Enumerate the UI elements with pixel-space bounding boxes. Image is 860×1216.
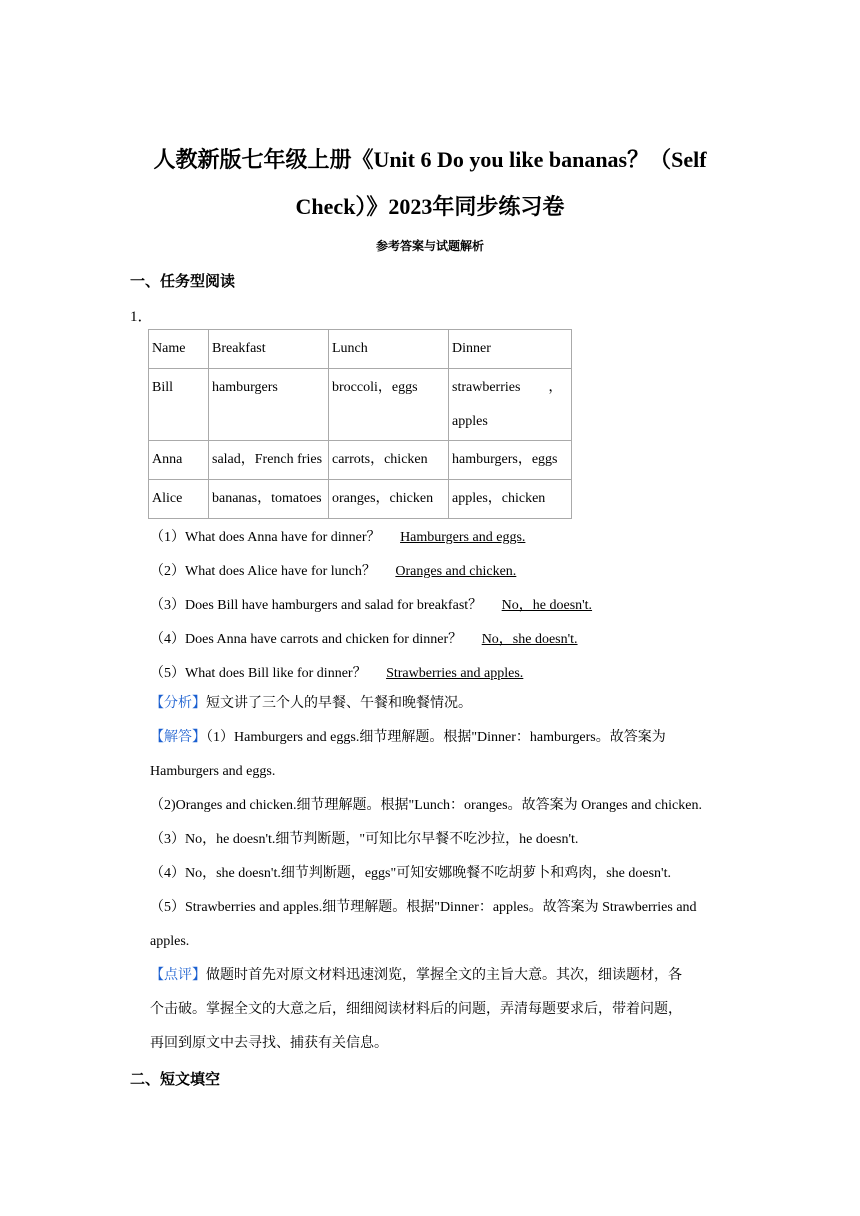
comment-line: 个击破。掌握全文的大意之后，细细阅读材料后的问题，弄清每题要求后，带着问题， [150, 1002, 682, 1017]
table-cell: carrots，chicken [329, 441, 449, 480]
table-header-cell: Dinner [449, 330, 572, 369]
table-cell: broccoli，eggs [329, 369, 449, 441]
table-cell [449, 369, 572, 441]
table-cell-text: apples [452, 414, 488, 429]
comment-text: 做题时首先对原文材料迅速浏览，掌握全文的主旨大意。其次，细读题材，各 [206, 968, 682, 983]
table-header-cell: Name [149, 330, 209, 369]
solution-block [150, 721, 740, 959]
question-item [150, 628, 594, 648]
solution-line: （2)Oranges and chicken.细节理解题。根据"Lunch：oranges。故答案为 Oranges and chicken. [150, 798, 702, 813]
meal-table [148, 329, 572, 519]
table-cell: oranges，chicken [329, 480, 449, 519]
question-text: （5）What does Bill like for dinner？ [150, 666, 367, 681]
table-header-cell: Breakfast [209, 330, 329, 369]
table-cell: hamburgers [209, 369, 329, 441]
question-text: （2）What does Alice have for lunch？ [150, 564, 376, 579]
table-cell: bananas，tomatoes [209, 480, 329, 519]
answer-text: Hamburgers and eggs. [400, 530, 526, 545]
table-cell: apples，chicken [449, 480, 572, 519]
page-title-line1: 人教新版七年级上册《Unit 6 Do you like bananas？（Self [153, 147, 707, 172]
answer-text: Oranges and chicken. [395, 564, 517, 579]
analysis-text: 短文讲了三个人的早餐、午餐和晚餐情况。 [206, 696, 472, 711]
answer-text: No，she doesn't. [481, 632, 578, 647]
solution-line: （3）No，he doesn't.细节判断题，"可知比尔早餐不吃沙拉，he doesn't. [150, 832, 579, 847]
section-heading-task-reading: 一、任务型阅读 [130, 272, 236, 290]
solution-line: Hamburgers and eggs. [150, 764, 276, 779]
question-item [150, 526, 541, 546]
question-item [150, 560, 532, 580]
answer-text: No，he doesn't. [501, 598, 593, 613]
question-text: （3）Does Bill have hamburgers and salad for breakfast？ [150, 598, 483, 613]
question-text: （1）What does Anna have for dinner？ [150, 530, 381, 545]
question-text: （4）Does Anna have carrots and chicken for dinner？ [150, 632, 463, 647]
table-cell: Alice [149, 480, 209, 519]
solution-line: （5）Strawberries and apples.细节理解题。根据"Dinner：apples。故答案为 Strawberries and [150, 900, 697, 915]
comment-line: 再回到原文中去寻找、捕获有关信息。 [150, 1036, 388, 1051]
table-cell: Bill [149, 369, 209, 441]
question-item [150, 662, 539, 682]
analysis-block [150, 687, 740, 721]
question-item [150, 594, 608, 614]
table-cell: salad，French fries [209, 441, 329, 480]
table-cell-text: strawberries ， [452, 380, 563, 395]
comment-block [150, 959, 740, 1061]
page-subtitle: 参考答案与试题解析 [375, 239, 484, 253]
solution-line [150, 721, 740, 755]
table-cell: Anna [149, 441, 209, 480]
answer-text: Strawberries and apples. [386, 666, 524, 681]
table-header-row [149, 330, 572, 369]
question-number: 1． [130, 309, 153, 325]
page-title-line2: Check）》2023年同步练习卷 [295, 194, 565, 219]
analysis-tag: 【分析】 [150, 696, 206, 711]
table-cell: hamburgers，eggs [449, 441, 572, 480]
solution-line: （4）No，she doesn't.细节判断题，eggs"可知安娜晚餐不吃胡萝卜和鸡肉，she doesn't. [150, 866, 671, 881]
comment-line [150, 959, 740, 993]
comment-tag: 【点评】 [150, 968, 206, 983]
solution-text: （1）Hamburgers and eggs.细节理解题。根据"Dinner：hamburgers。故答案为 [206, 730, 666, 745]
solution-line: apples. [150, 934, 190, 949]
table-row [149, 441, 572, 480]
table-row [149, 480, 572, 519]
table-header-cell: Lunch [329, 330, 449, 369]
section-heading-passage-fill: 二、短文填空 [130, 1070, 221, 1088]
table-row [149, 369, 572, 441]
solution-tag: 【解答】 [150, 730, 206, 745]
